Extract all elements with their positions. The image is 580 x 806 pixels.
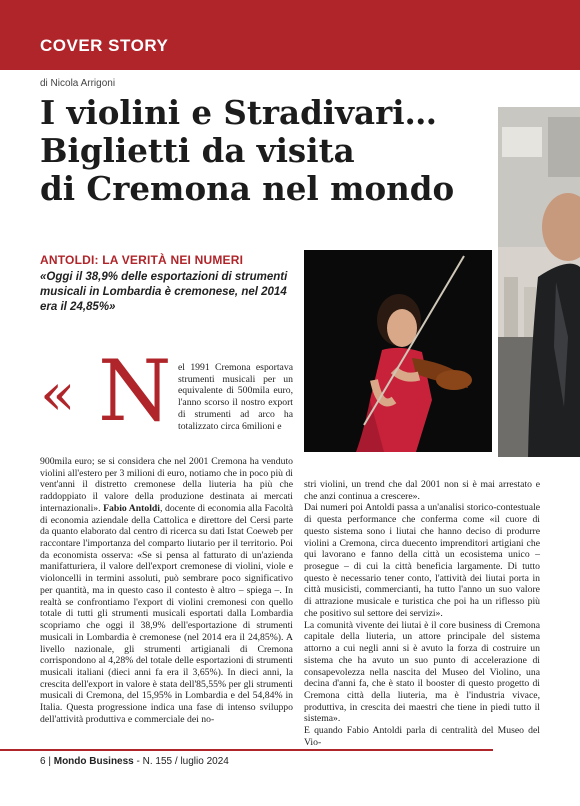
article-column-1-top: el 1991 Cremona esportava strumenti musicali per un equivalente di 500mila euro, l'anno scorso il nostro export di strumenti ad arco ha totalizzato circa 6milioni e	[178, 362, 293, 432]
article-column-1-b: , docente di economia alla Facoltà di economia aziendale della Cattolica e direttore del Cersi parte da quanto elaborato dal centro di ricerca su dati Istat Coeweb per raccontare l'importanza del comparto liutario per il territorio. Poi da economista osserva: «Se si pensa al fatturato di un'azienda manifatturiera, il valore dell'export cremonese di violini, viole e violoncelli in termini assoluti, può sembrare poco significativo per quantità, ma in questo caso il contesto è altro – spiega –. In realtà se confrontiamo l'export di violini cremonesi con quello totale di tutti gli strumenti musicali esportati dalla Lombardia scopriamo che oggi il 38,9% dell'esportazione di strumenti musicali in Lombardia è cremonese (nel 2014 era il 24,85%). A livello nazionale, gli strumenti artigianali di Cremona corrispondono al 4,28% del totale delle esportazioni di strumenti musicali italiani (dieci anni fa era il 3,65%). In dieci anni, la crescita dell'export in valore è stata dell'85,55% per gli strumenti musicali di Cremona, del 15,95% in Lombardia e del 54,84% in Italia. Questa progressione indica una fase di intenso sviluppo dell'attività produttiva e commerciale dei no-	[40, 502, 294, 725]
drop-cap-quote-mark: «	[40, 360, 76, 428]
article-column-1	[40, 456, 293, 726]
headline-line-2: Biglietti da visita	[40, 131, 355, 170]
person-name: Fabio Antoldi	[103, 502, 161, 514]
issue-info: - N. 155 / luglio 2024	[136, 756, 229, 767]
headline-line-3: di Cremona nel mondo	[40, 169, 455, 208]
drop-cap-letter: N	[98, 342, 172, 440]
footer-rule	[0, 749, 493, 751]
section-title: COVER STORY	[40, 36, 169, 55]
headline-line-1: I violini e Stradivari…	[40, 93, 438, 132]
headline	[40, 94, 490, 208]
pull-quote: «Oggi il 38,9% delle esportazioni di strumenti musicali in Lombardia è cremonese, nel 2014 era il 24,85%»	[40, 271, 288, 313]
side-photo-man-in-suit	[498, 107, 580, 457]
footer-separator: |	[48, 756, 51, 767]
publication-name: Mondo Business	[53, 756, 134, 767]
article-column-2-p1: stri violini, un trend che dal 2001 non si è mai arrestato e che anzi continua a crescere».	[304, 479, 540, 502]
footer	[40, 756, 229, 767]
article-column-2-p2: Dai numeri poi Antoldi passa a un'analisi storico-contestuale di questa performance che conferma come «il cuore di questo sistema sono i liutai che hanno deciso di produrre violini a Cremona, circa duecento imprenditori artigiani che qui lavorano e fanno della città un ecosistema unico – prosegue – di cui la città beneficia largamente. Di tutto questo è necessario tener conto, l'attività dei liutai porta in città musicisti, commercianti, ha tutto l'anno un suo valore di attrazione musicale e turistica che poi ha un riflesso più che positivo sul settore dei servizi».	[304, 502, 540, 619]
violinist-image	[304, 250, 492, 452]
kicker: ANTOLDI: LA VERITÀ NEI NUMERI	[40, 253, 244, 267]
article-column-2	[304, 479, 540, 749]
byline: di Nicola Arrigoni	[40, 78, 116, 89]
article-column-1-a: 900mila euro; se si considera che nel 2001 Cremona ha venduto violini all'estero per 3 milioni di euro, notiamo che in poco più di vent'anni il distretto cremonese della liuteria ha più che raddoppiato il valore della produzione destinata ai mercati internazionali».	[40, 456, 293, 514]
article-column-2-p3: La comunità vivente dei liutai è il core business di Cremona capitale della liuteria, un attore principale del sistema attorno a cui negli anni si è avuto la forza di costruire un sistema che ha avuto un suo punto di accelerazione di consapevolezza nella nascita del Museo del Violino, una decina d'anni fa, che è stato il booster di questo progetto di Cremona città della liuteria, ma è l'industria vivace, produttiva, in crescita dei maestri che tiene in piedi tutto il sistema».	[304, 619, 540, 725]
page-number: 6	[40, 756, 46, 767]
drop-cap	[40, 342, 175, 440]
section-band	[0, 0, 580, 70]
violinist-photo	[304, 250, 492, 452]
article-column-2-p4: E quando Fabio Antoldi parla di centralità del Museo del Vio-	[304, 725, 540, 748]
side-photo-image	[498, 107, 580, 457]
